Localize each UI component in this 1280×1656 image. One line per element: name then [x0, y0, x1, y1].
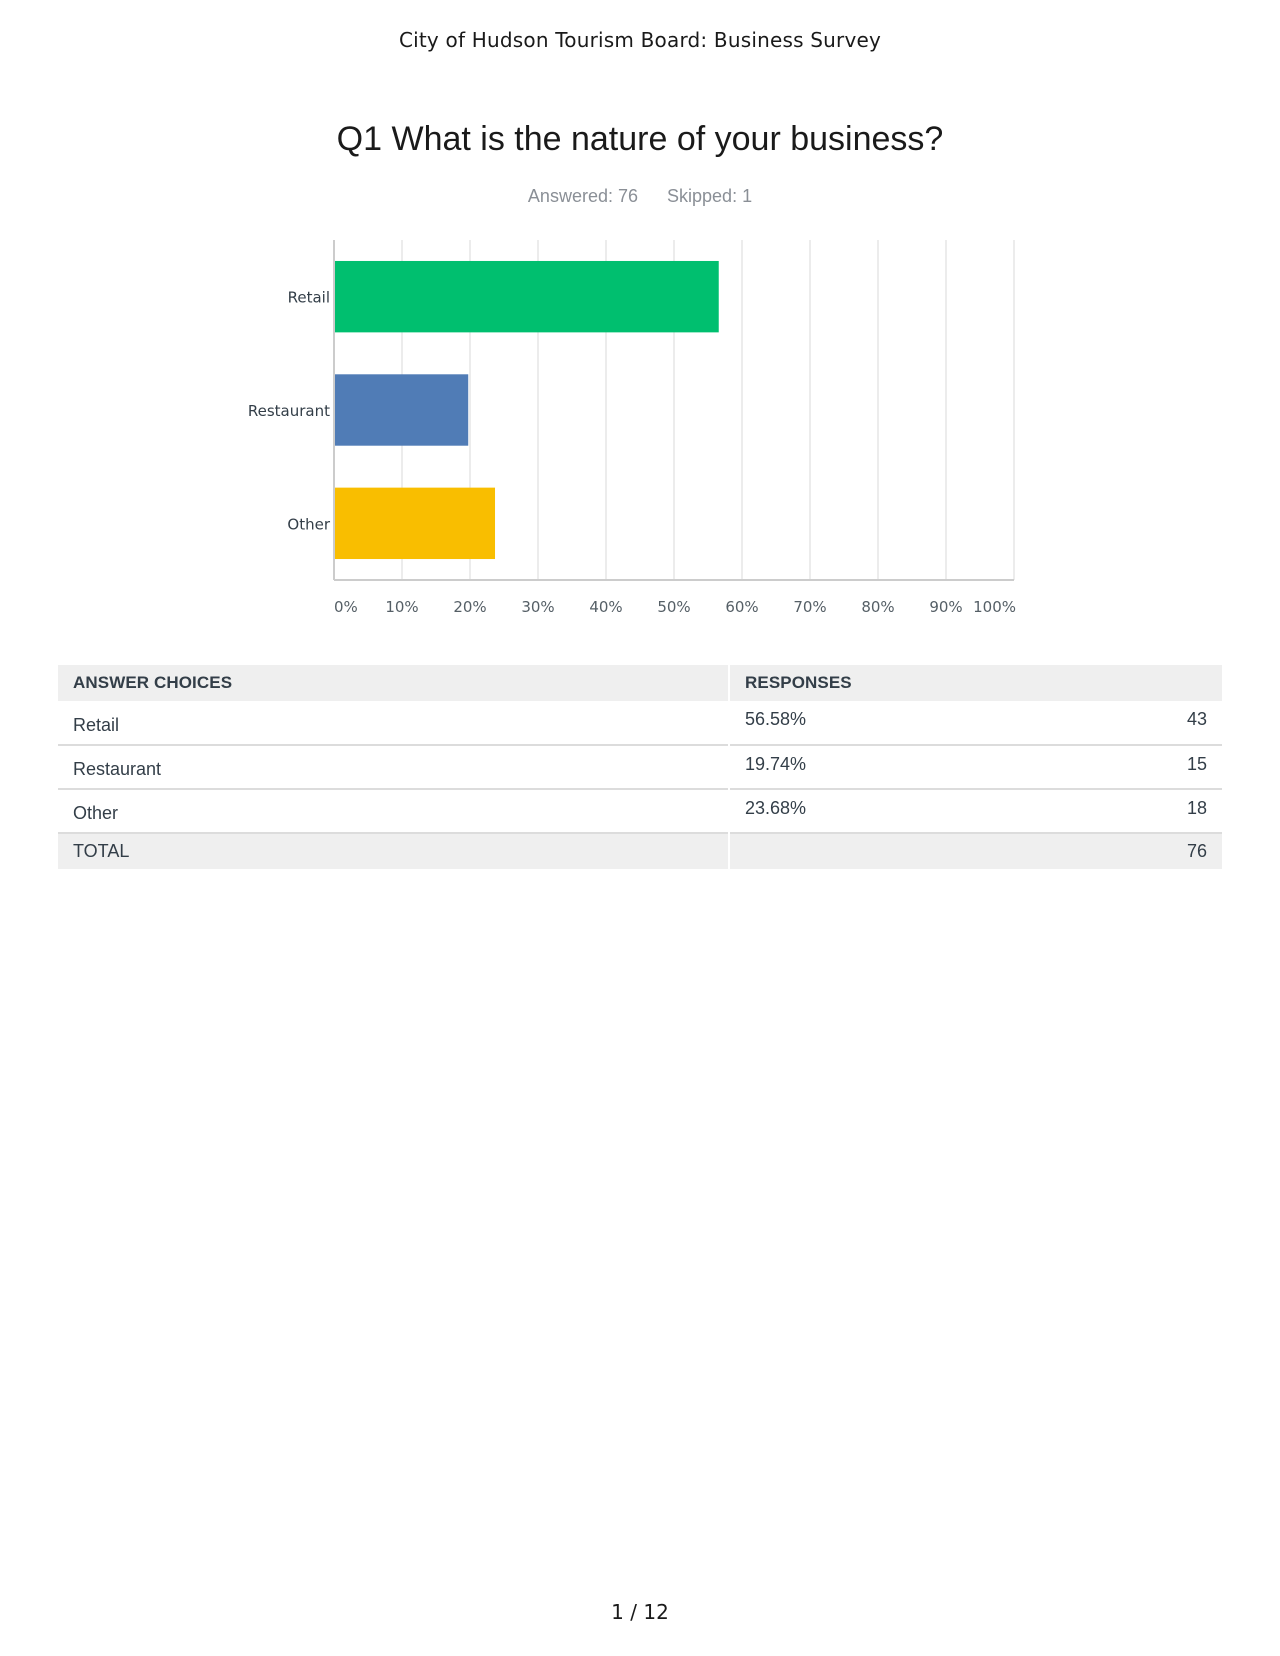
- total-spacer: [729, 833, 1047, 869]
- response-percent: 19.74%: [745, 754, 807, 774]
- table-row: [58, 701, 1222, 745]
- question-title: Q1 What is the nature of your business?: [336, 120, 944, 158]
- category-label: Other: [287, 515, 330, 534]
- response-count: 43: [1186, 709, 1207, 729]
- x-tick-label: 60%: [725, 598, 759, 616]
- x-tick-label: 70%: [793, 598, 827, 616]
- x-tick-label: 20%: [453, 598, 487, 616]
- x-tick-label: 40%: [589, 598, 623, 616]
- response-percent: 56.58%: [745, 709, 807, 729]
- bar-chart: [220, 230, 1040, 630]
- response-stats: [0, 186, 1280, 207]
- bar-chart-svg: [220, 230, 1040, 630]
- table-header-row: [58, 665, 1222, 701]
- category-label: Restaurant: [247, 402, 330, 420]
- x-tick-label: 80%: [861, 598, 895, 616]
- results-table: [58, 665, 1222, 869]
- bar: [334, 488, 495, 559]
- response-count: 15: [1186, 754, 1207, 774]
- skipped-count: Skipped: 1: [667, 186, 753, 206]
- table-row: [58, 745, 1222, 789]
- total-row: [58, 833, 1222, 869]
- document-header: City of Hudson Tourism Board: Business Survey: [398, 28, 882, 52]
- choice-label: Other: [58, 789, 729, 833]
- choice-label: Retail: [58, 701, 729, 745]
- x-tick-label: 90%: [929, 598, 963, 616]
- bar: [334, 374, 468, 445]
- header-responses: RESPONSES: [745, 673, 852, 692]
- total-count: 76: [1186, 841, 1207, 861]
- category-label: Retail: [287, 288, 330, 307]
- x-tick-label: 100%: [973, 598, 1016, 616]
- x-tick-label: 30%: [521, 598, 555, 616]
- total-label: TOTAL: [58, 833, 729, 869]
- choice-label: Restaurant: [58, 745, 729, 789]
- table-row: [58, 789, 1222, 833]
- x-tick-label: 50%: [657, 598, 691, 616]
- page-number: 1 / 12: [611, 1600, 669, 1624]
- bar: [334, 261, 719, 332]
- response-percent: 23.68%: [745, 798, 807, 818]
- answered-count: Answered: 76: [527, 186, 638, 206]
- x-tick-label: 0%: [334, 598, 358, 616]
- response-count: 18: [1186, 798, 1207, 818]
- header-answer-choices: ANSWER CHOICES: [58, 665, 729, 701]
- x-tick-label: 10%: [385, 598, 419, 616]
